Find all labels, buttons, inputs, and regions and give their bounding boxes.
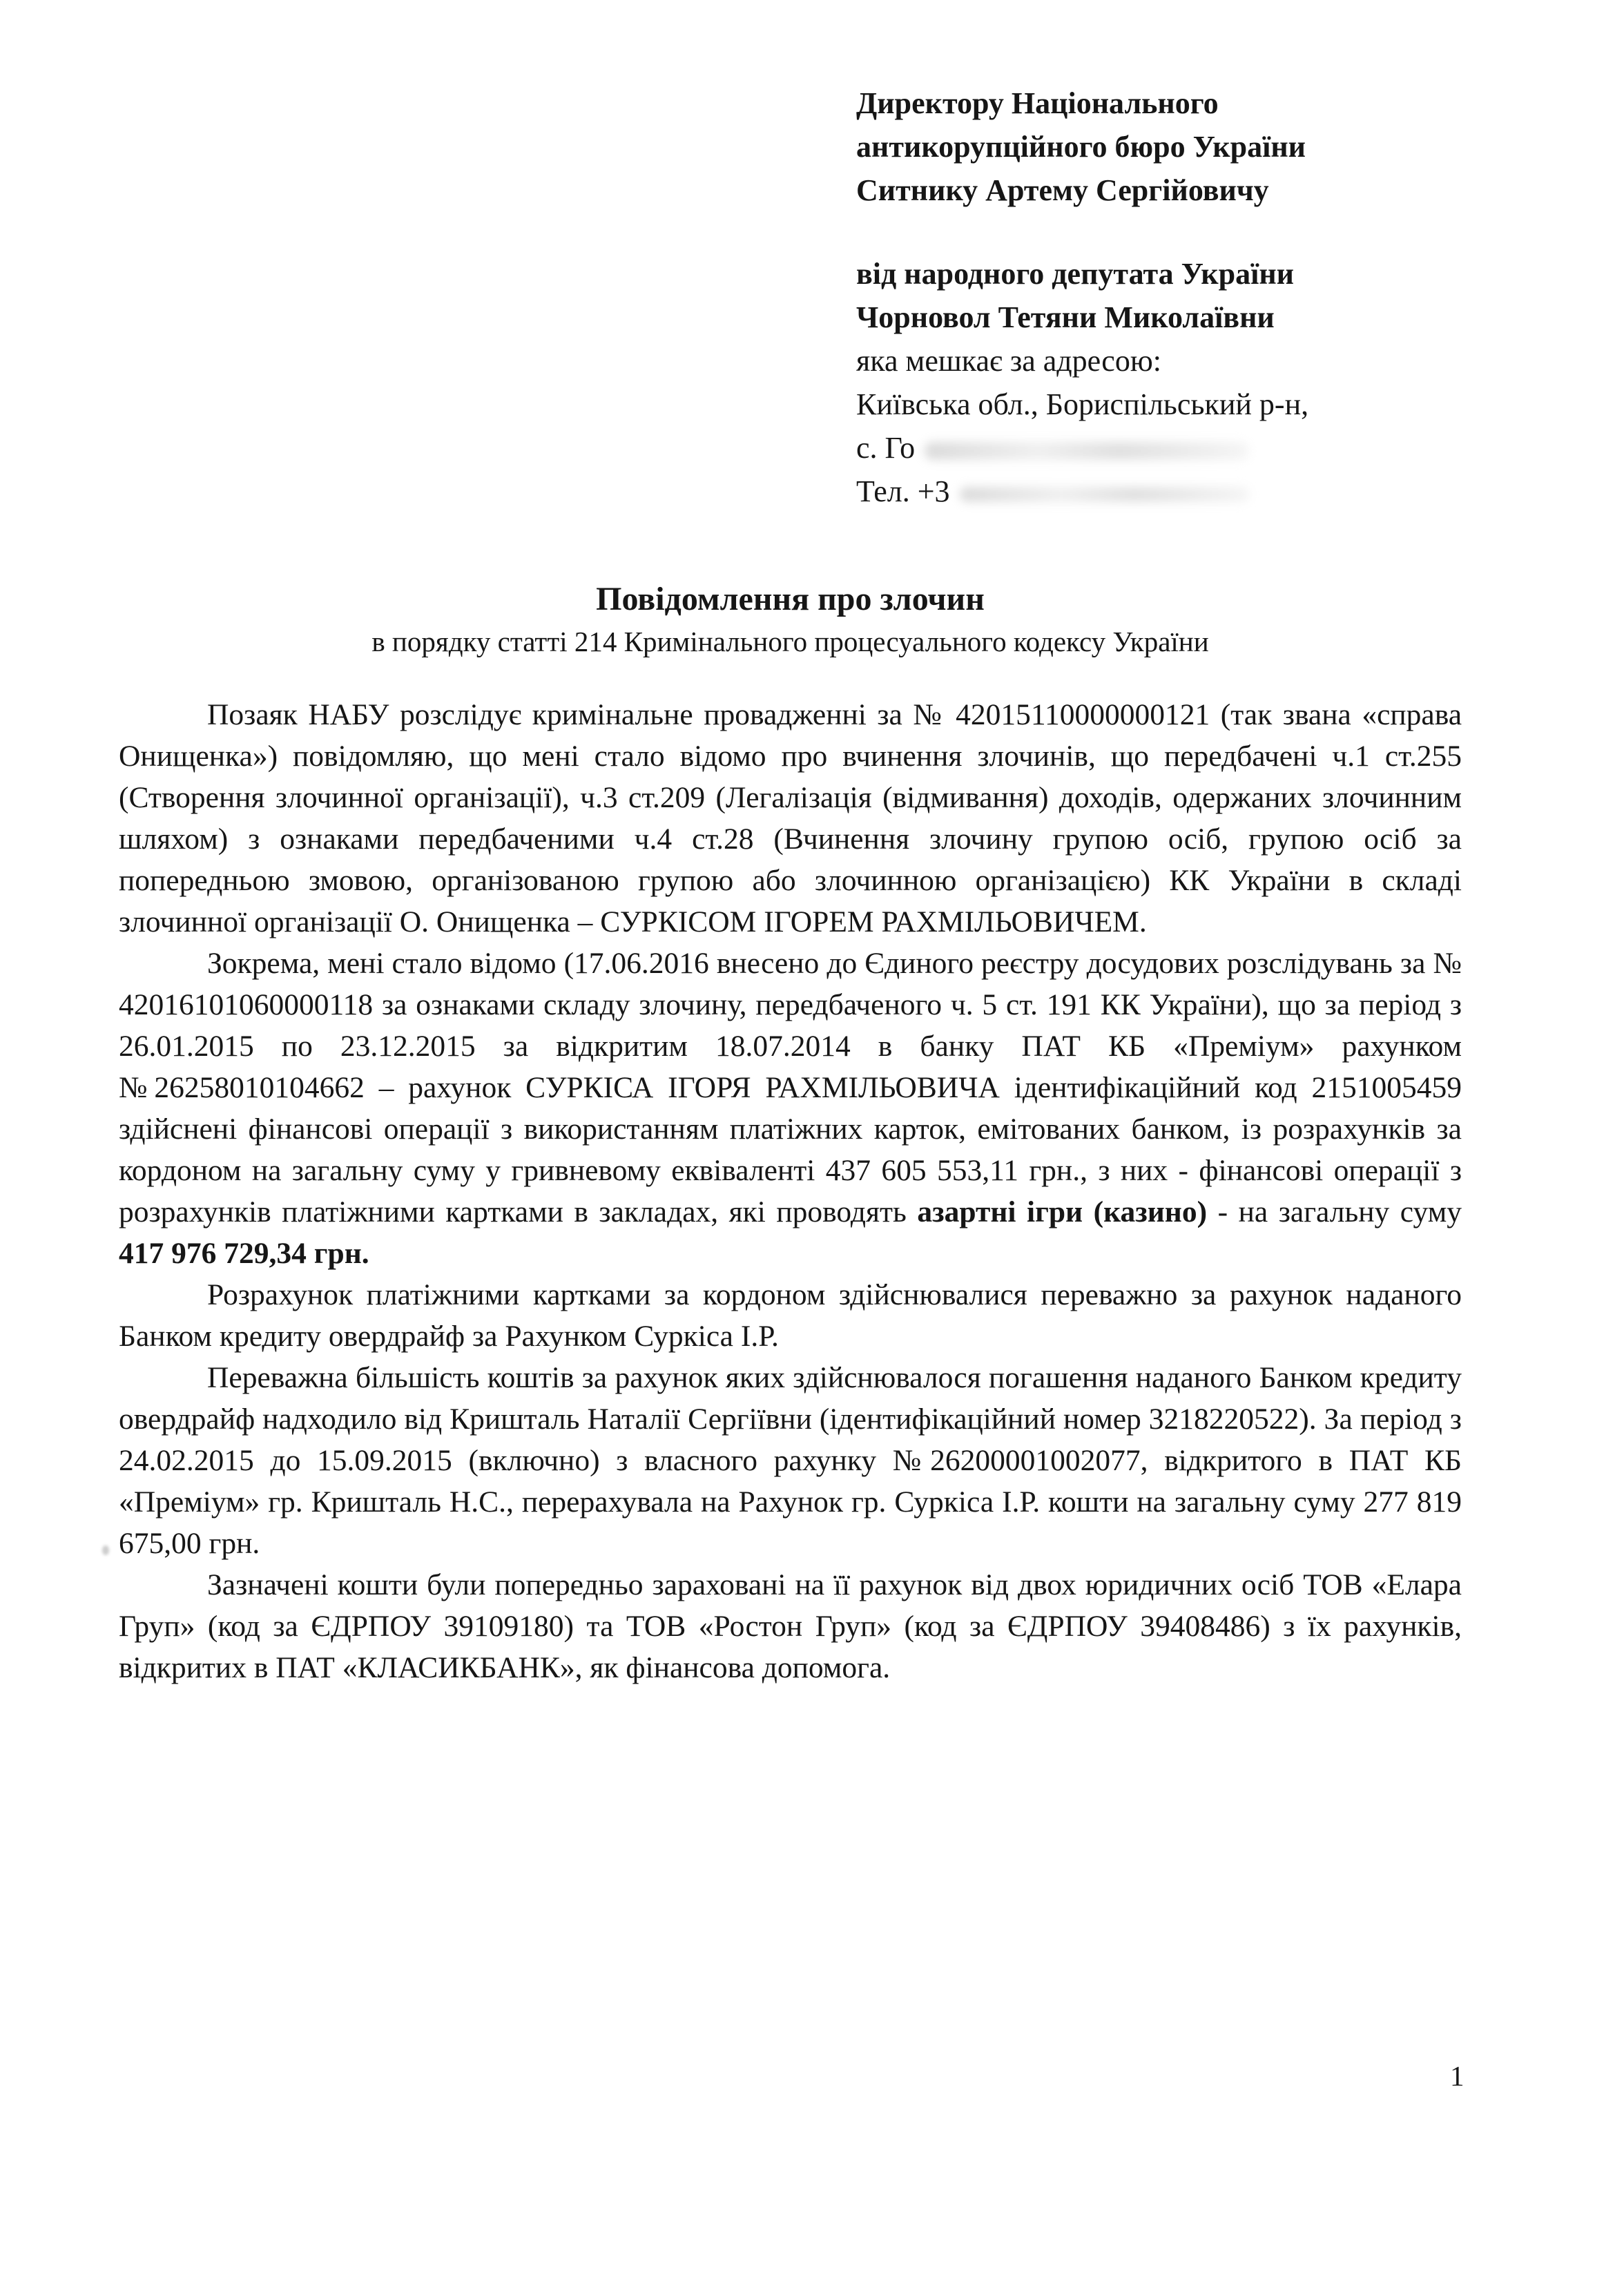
sender-block [856, 252, 1478, 513]
text-segment: Позаяк НАБУ розслідує кримінальне провадженні за № 42015110000000121 (так звана «справа Онищенка») повідомляю, що мені стало відомо про вчинення злочинів, що передбачені ч.1 ст.255 (Створення злочинної організації), ч.3 ст.209 (Легалізація (відмивання) доходів, одержаних злочинним шляхом) з ознаками передбаченими ч.4 ст.28 (Вчинення злочину групою осіб, групою осіб за попередньою змовою, організованою групою або злочинною організацією) КК України в складі злочинної організації О. Онищенка – СУРКІСОМ ІГОРЕМ РАХМІЛЬОВИЧЕМ. [119, 698, 1462, 938]
text-segment-bold: азартні ігри (казино) [917, 1195, 1208, 1228]
text-segment: Розрахунок платіжними картками за кордоном здійснювалися переважно за рахунок наданого Банком кредиту овердрайф за Рахунком Суркіса І.Р. [119, 1278, 1462, 1353]
text-segment: Переважна більшість коштів за рахунок яких здійснювалося погашення наданого Банком кредиту овердрайф надходило від Кришталь Наталії Сергіївни (ідентифікаційний номер 3218220522). За період з 24.02.2015 до 15.09.2015 (включно) з власного рахунку №26200001002077, відкритого в ПАТ КБ «Преміум» гр. Кришталь Н.С., перерахувала на Рахунок гр. Суркіса І.Р. кошти на загальну суму 277 819 675,00 грн. [119, 1361, 1462, 1560]
paragraph-5 [119, 1564, 1462, 1688]
recipient-line: Директору Національного [856, 86, 1219, 120]
text-segment: - на загальну суму [1207, 1195, 1462, 1228]
paragraph-2 [119, 943, 1462, 1274]
redaction-smudge [925, 442, 1249, 460]
text-segment: Зазначені кошти були попередньо зараховані на її рахунок від двох юридичних осіб ТОВ «Елара Груп» (код за ЄДРПОУ 39109180) та ТОВ «Ростон Груп» (код за ЄДРПОУ 39408486) з їх рахунків, відкритих в ПАТ «КЛАСИКБАНК», як фінансова допомога. [119, 1568, 1462, 1684]
page-number: 1 [1450, 2060, 1464, 2092]
recipient-block [856, 81, 1478, 513]
document-title: Повідомлення про злочин [596, 581, 985, 617]
sender-address-line [856, 426, 1478, 470]
sender-line: від народного депутата України [856, 257, 1295, 291]
scan-artifact [102, 1545, 109, 1555]
text-segment-bold: 417 976 729,34 грн. [119, 1237, 369, 1270]
sender-phone-prefix: Тел. +3 [856, 474, 950, 508]
paragraph-3 [119, 1274, 1462, 1357]
sender-village-prefix: с. Го [856, 431, 916, 465]
title-block [119, 579, 1462, 661]
redaction-smudge [960, 487, 1250, 502]
text-segment: Зокрема, мені стало відомо (17.06.2016 внесено до Єдиного реєстру досудових розслідувань за № 42016101060000118 за ознаками складу злочину, передбаченого ч. 5 ст. 191 КК України), що за період з 26.01.2015 по 23.12.2015 за відкритим 18.07.2014 в банку ПАТ КБ «Преміум» рахунком №26258010104662 – рахунок СУРКІСА ІГОРЯ РАХМІЛЬОВИЧА ідентифікаційний код 2151005459 здійснені фінансові операції з використанням платіжних карток, емітованих банком, із розрахунків за кордоном на загальну суму у гривневому еквіваленті 437 605 553,11 грн., з них - фінансові операції з розрахунків платіжними картками в закладах, які проводять [119, 947, 1462, 1228]
recipient-line: Ситнику Артему Сергійовичу [856, 173, 1269, 207]
sender-address-line: Київська обл., Бориспільський р-н, [856, 387, 1309, 421]
document-body [119, 694, 1462, 1688]
paragraph-1 [119, 694, 1462, 943]
paragraph-4 [119, 1357, 1462, 1564]
document-subtitle: в порядку статті 214 Кримінального процесуального кодексу України [371, 626, 1209, 657]
sender-line: Чорновол Тетяни Миколаївни [856, 300, 1275, 334]
sender-phone-line [856, 470, 1478, 513]
recipient-line: антикорупційного бюро України [856, 130, 1306, 164]
sender-address-label: яка мешкає за адресою: [856, 344, 1161, 378]
